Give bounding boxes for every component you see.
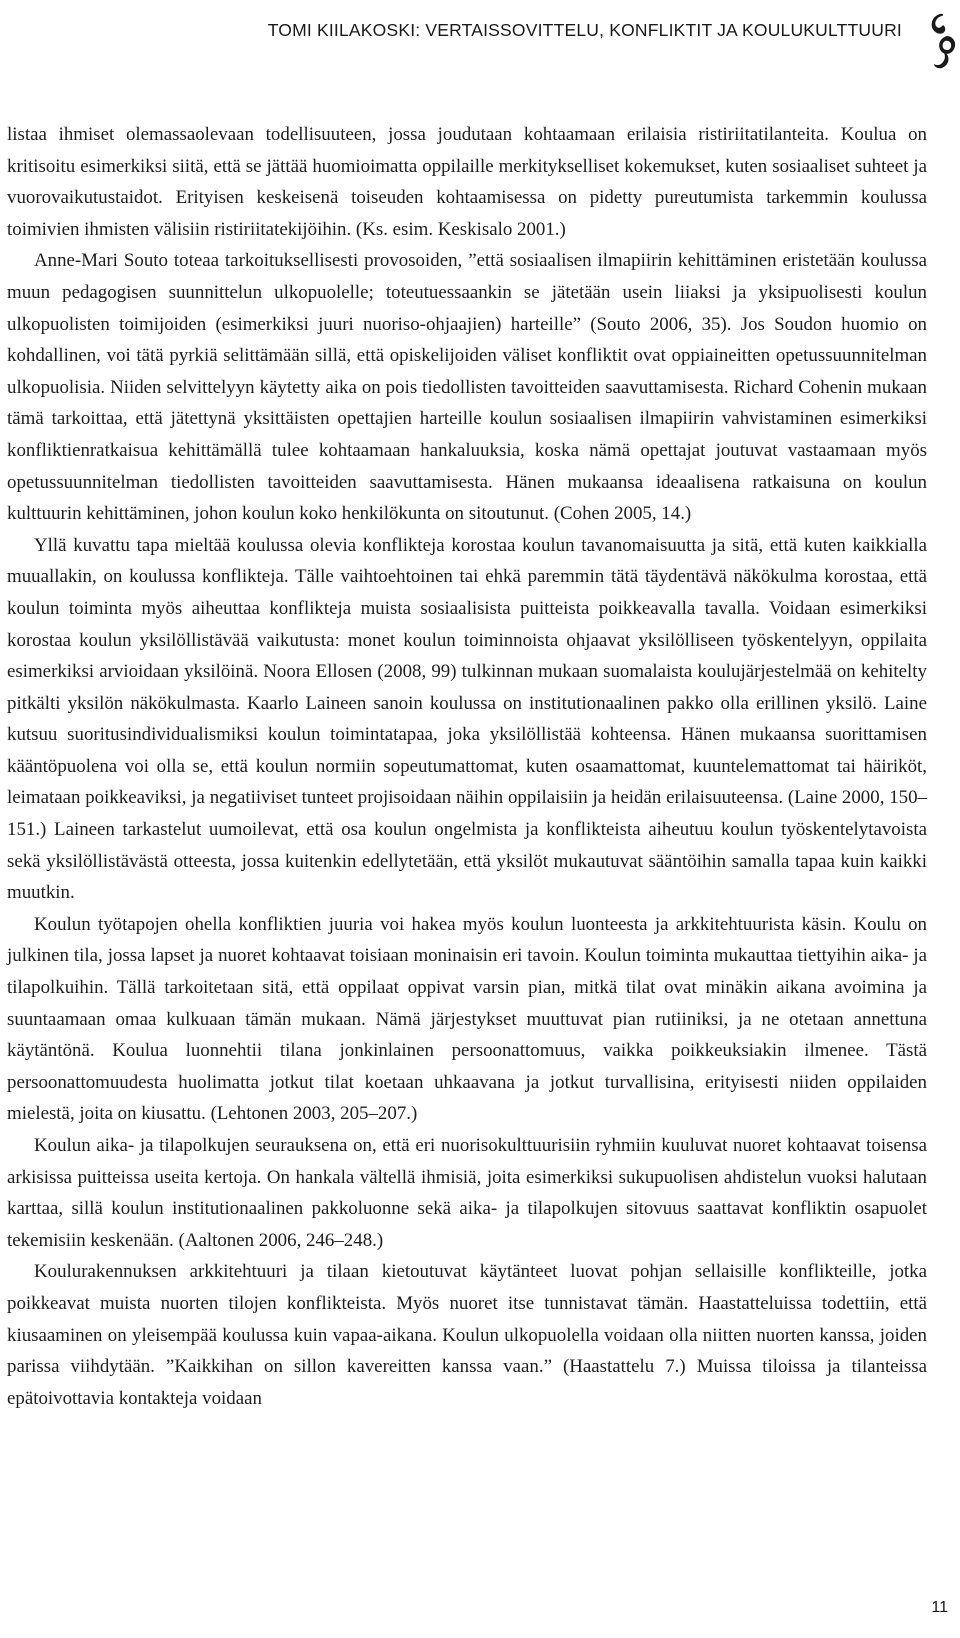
paragraph: listaa ihmiset olemassaolevaan todellisuuteen, jossa joudutaan kohtaamaan erilaisia ristiriitatilanteita. Koulua on kritisoitu esimerkiksi siitä, että se jättää huomioimatta oppilaille merkitykselliset kokemukset, kuten sosiaaliset suhteet ja vuorovaikutustaidot. Erityisen keskeisenä toiseuden kohtaamisessa on pidetty pureutumista tarkemmin koulussa toimivien ihmisten välisiin ristiriitatekijöihin. (Ks. esim. Keskisalo 2001.): [7, 124, 927, 240]
running-head: TOMI KIILAKOSKI: VERTAISSOVITTELU, KONFLIKTIT JA KOULUKULTTUURI: [267, 20, 902, 40]
section-mark-ornament-icon: [926, 10, 958, 72]
page-number: 11: [931, 1599, 948, 1616]
paragraph: Koulun työtapojen ohella konfliktien juuria voi hakea myös koulun luonteesta ja arkkitehtuurista käsin. Koulu on julkinen tila, jossa lapset ja nuoret kohtaavat toisiaan moninaisin eri tavoin. Koulun toiminta mukauttaa tiettyihin aika- ja tilapolkuihin. Tällä tarkoitetaan sitä, että oppilaat oppivat varsin pian, mitkä tilat ovat minäkin aikana avoimina ja suuntaamaan omaa kulkuaan tämän mukaan. Nämä järjestykset muuttuvat pian rutiiniksi, ja ne otetaan annettuna käytäntönä. Koulua luonnehtii tilana jonkinlainen persoonattomuus, vaikka poikkeuksiakin ilmenee. Tästä persoonattomuudesta huolimatta jotkut tilat koetaan uhkaavana ja jotkut turvallisina, erityisesti niiden oppilaiden mielestä, joita on kiusattu. (Lehtonen 2003, 205–207.): [7, 913, 927, 1125]
paragraph: Koulun aika- ja tilapolkujen seurauksena on, että eri nuorisokulttuurisiin ryhmiin kuuluvat nuoret kohtaavat toisensa arkisissa puitteissa useita kertoja. On hankala vältellä ihmisiä, joita esimerkiksi sukupuolisen ahdistelun vuoksi halutaan karttaa, sillä koulun institutionaalinen pakkoluonne sekä aika- ja tilapolkujen sitovuus saattavat konfliktin osapuolet tekemisiin keskenään. (Aaltonen 2006, 246–248.): [7, 1135, 927, 1251]
page-header: [0, 0, 960, 86]
body-text: [7, 119, 927, 1414]
paragraph: Yllä kuvattu tapa mieltää koulussa olevia konflikteja korostaa koulun tavanomaisuutta ja sitä, että kuten kaikkialla muuallakin, on koulussa konflikteja. Tälle vaihtoehtoinen tai ehkä paremmin tätä täydentävä näkökulma korostaa, että koulun toiminta myös aiheuttaa konflikteja muista sosiaalisista puitteista poikkeavalla tavalla. Voidaan esimerkiksi korostaa koulun yksilöllistävää vaikutusta: monet koulun toiminnoista ohjaavat yksilölliseen työskentelyyn, oppilaita esimerkiksi arvioidaan yksilöinä. Noora Ellosen (2008, 99) tulkinnan mukaan suomalaista koulujärjestelmää on kehitelty pitkälti yksilön näkökulmasta. Kaarlo Laineen sanoin koulussa on institutionaalinen pakko olla erillinen yksilö. Laine kutsuu suoritusindividualismiksi koulun toimintatapaa, joka yksilöllistää kohteensa. Hänen mukaansa suorittamisen kääntöpuolena voi olla se, että koulun normiin sopeutumattomat, kuten osaamattomat, kuuntelemattomat tai häiriköt, leimataan poikkeaviksi, ja negatiiviset tunteet projisoidaan näihin oppilaisiin ja heidän erilaisuuteensa. (Laine 2000, 150–151.) Laineen tarkastelut uumoilevat, että osa koulun ongelmista ja konflikteista aiheutuu koulun työskentelytavoista sekä yksilöllistävästä otteesta, jossa kuitenkin edellytetään, että yksilöt mukautuvat sääntöihin samalla tapaa kuin kaikki muutkin.: [7, 534, 927, 904]
paragraph: Koulurakennuksen arkkitehtuuri ja tilaan kietoutuvat käytänteet luovat pohjan sellaisille konflikteille, jotka poikkeavat muista nuorten tilojen konflikteista. Myös nuoret itse tunnistavat tämän. Haastatteluissa todettiin, että kiusaaminen on yleisempää koulussa kuin vapaa-aikana. Koulun ulkopuolella voidaan olla niitten nuorten kanssa, joiden parissa viihdytään. ”Kaikkihan on sillon kavereitten kanssa vaan.” (Haastattelu 7.) Muissa tiloissa ja tilanteissa epätoivottavia kontakteja voidaan: [7, 1261, 927, 1409]
paragraph: Anne-Mari Souto toteaa tarkoituksellisesti provosoiden, ”että sosiaalisen ilmapiirin kehittäminen eristetään koulussa muun pedagogisen suunnittelun ulkopuolelle; toteutuessaankin se jätetään usein liiaksi ja yksipuolisesti koulun ulkopuolisten toimijoiden (esimerkiksi juuri nuoriso-ohjaajien) harteille” (Souto 2006, 35). Jos Soudon huomio on kohdallinen, voi tätä pyrkiä selittämään sillä, että opiskelijoiden väliset konfliktit ovat oppiaineitten opetussuunnitelman ulkopuolisia. Niiden selvittelyyn käytetty aika on pois tiedollisten tavoitteiden saavuttamisesta. Richard Cohenin mukaan tämä tarkoittaa, että jätettynä yksittäisten opettajien harteille koulun sosiaalisen ilmapiirin vahvistaminen esimerkiksi konfliktienratkaisua kehittämällä tulee kohtaamaan hankaluuksia, koska nämä opettajat joutuvat vastaamaan myös opetussuunnitelman tiedollisten tavoitteiden saavuttamisesta. Hänen mukaansa ideaalisena ratkaisuna on koulun kulttuurin kehittäminen, johon koulun koko henkilökunta on sitoutunut. (Cohen 2005, 14.): [7, 250, 927, 525]
